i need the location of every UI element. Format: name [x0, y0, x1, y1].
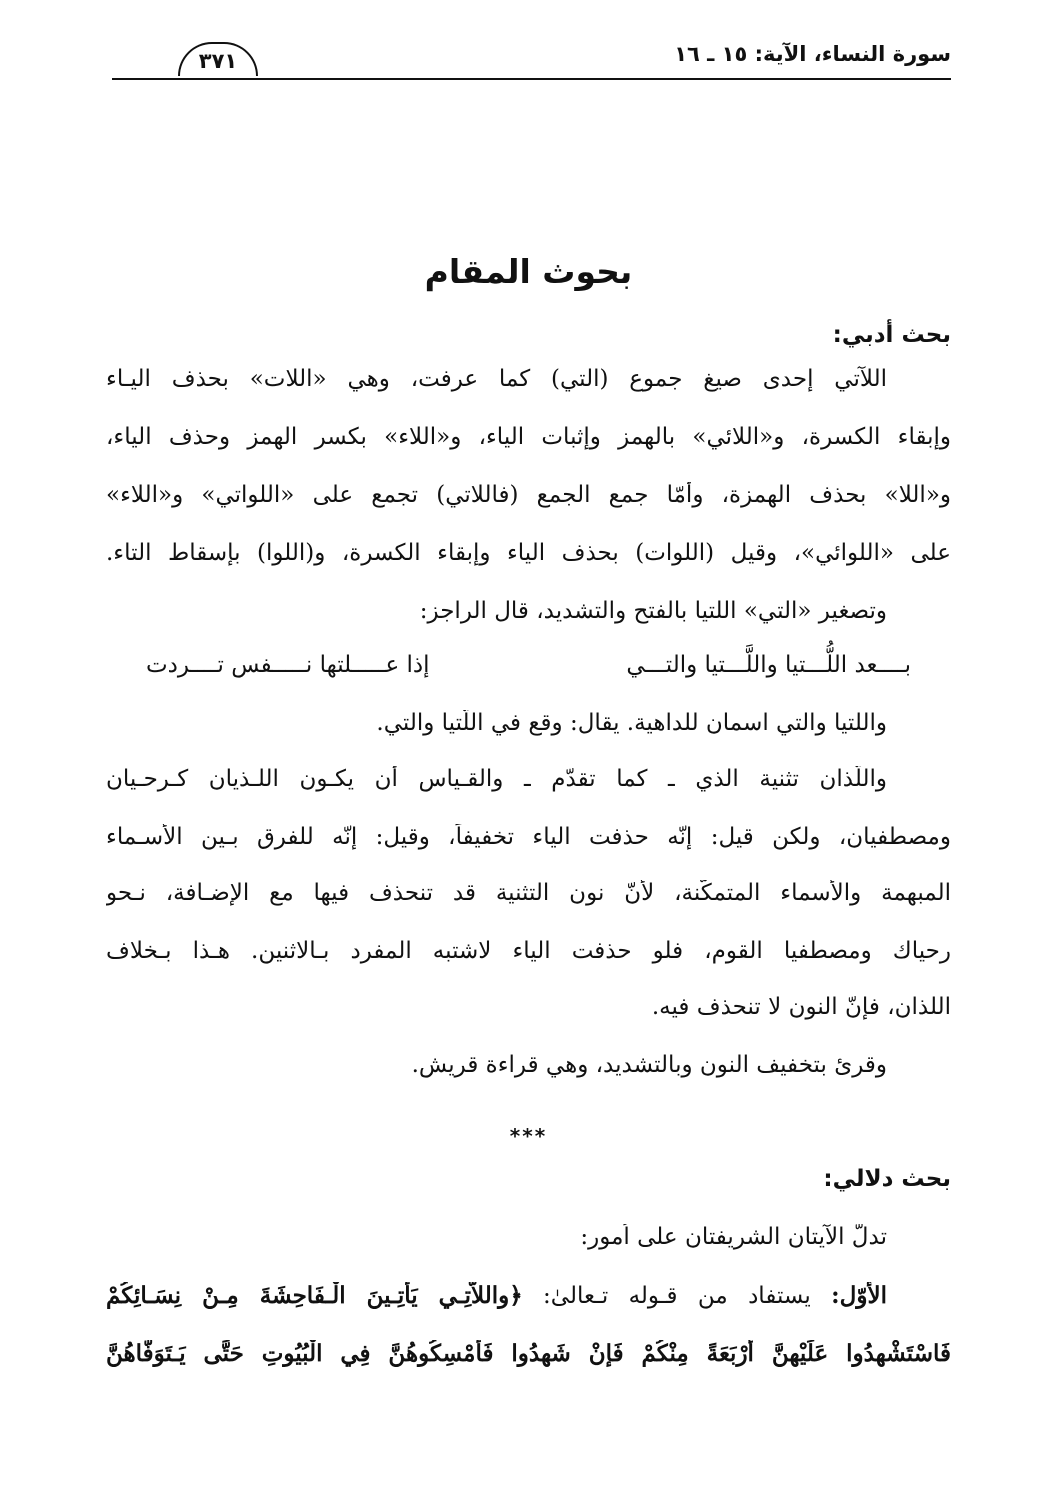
literary-heading: بحث أدبي:: [832, 322, 951, 348]
text-line: تدلّ الآيتان الشريفتان على اُمور:: [580, 1224, 887, 1250]
text-line: اللذان، فإنّ النون لا تنحذف فيه.: [651, 994, 951, 1020]
text-line: و«اللا» بحذف الهمزة، وأمّا جمع الجمع (فاللاتي) تجمع على «اللواتي» و«اللاء»: [106, 482, 951, 508]
quran-line: فَاسْتَشْهِدُوا عَلَيْهِنَّ أَرْبَعَةً مِنْكُمْ فَإِنْ شَهِدُوا فَأَمْسِكُوهُنَّ فِي الْبُيُوتِ حَتَّى يَـتَوَفَّاهُنَّ: [106, 1340, 951, 1367]
text-line: وتصغير «التي» اللتيا بالفتح والتشديد، قال الراجز:: [419, 598, 887, 624]
page-header: [112, 38, 951, 82]
semantic-heading: بحث دلالي:: [823, 1166, 951, 1192]
poem-first-hemistich: بــــعد اللُّـــتيا واللَّـــتيا والتـــي: [626, 652, 911, 678]
text-line: اللآتي إحدى صيغ جموع (التي) كما عرفت، وهي «اللات» بحذف اليـاء: [106, 366, 887, 392]
poem-second-hemistich: إذا عـــــلتها نـــــفس تــــردت: [146, 652, 430, 678]
running-title: سورة النساء، الآية: ١٥ ـ ١٦: [674, 42, 951, 66]
first-point-line: [106, 1282, 951, 1309]
text-line: ومصطفيان، ولكن قيل: إنّه حذفت الياء تخفيفاً، وقيل: إنّه للفرق بـين الأسـماء: [106, 824, 951, 850]
text-line: واللتيا والتي اسمان للداهية. يقال: وقع في اللّتيا والتي.: [376, 710, 887, 736]
section-separator: ***: [509, 1124, 548, 1148]
text-line: وإبقاء الكسرة، و«اللائي» بالهمز وإثبات الياء، و«اللاء» بكسر الهمز وحذف الياء،: [106, 424, 951, 450]
text-line: وقرئ بتخفيف النون وبالتشديد، وهي قراءة قريش.: [411, 1052, 887, 1078]
quran-quote: ﴿واللاّتِـي يَأْتِـينَ الْـفَاحِشَةَ مِـنْ نِسَـائِكُمْ: [106, 1282, 523, 1309]
text-line: على «اللوائي»، وقيل (اللوات) بحذف الياء وإبقاء الكسرة، و(اللوا) بإسقاط التاء.: [106, 540, 951, 566]
poem-verse: [106, 652, 951, 686]
text-line: واللّذان تثنية الذي ـ كما تقدّم ـ والقـياس أن يكـون اللـذيان كـرحـيان: [106, 766, 887, 792]
first-point-label: الأوّل:: [831, 1282, 887, 1309]
page-number: ٣٧١: [178, 42, 258, 76]
header-rule: [112, 78, 951, 80]
first-point-text: يستفاد من قـوله تـعالىٰ:: [522, 1283, 832, 1309]
text-line: رحياك ومصطفيا القوم، فلو حذفت الياء لاشتبه المفرد بـالاثنين. هـذا بـخلاف: [106, 938, 951, 964]
text-line: المبهمة والأسماء المتمكّنة، لأنّ نون التثنية قد تنحذف فيها مع الإضـافة، نـحو: [106, 880, 951, 906]
main-heading: بحوث المقام: [424, 252, 633, 291]
